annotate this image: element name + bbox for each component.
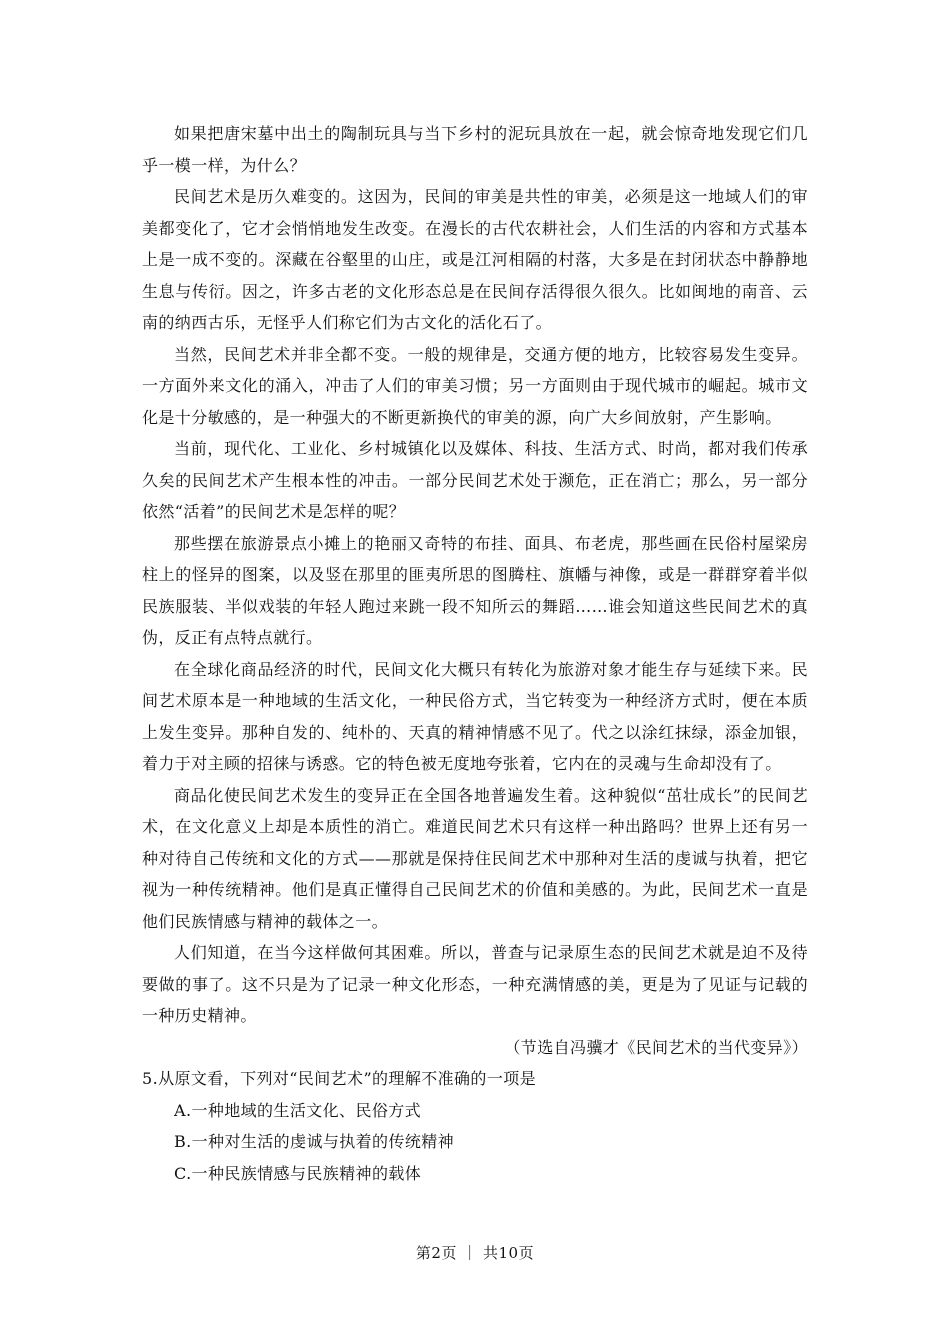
paragraph-7: 商品化使民间艺术发生的变异正在全国各地普遍发生着。这种貌似“茁壮成长”的民间艺术，在文化意义上却是本质性的消亡。难道民间艺术只有这样一种出路吗？世界上还有另一种对待自己传统和文化的方式——那就是保持住民间艺术中那种对生活的虔诚与执着，把它视为一种传统精神。他们是真正懂得自己民间艺术的价值和美感的。为此，民间艺术一直是他们民族情感与精神的载体之一。 [142,785,808,931]
paragraph-8: 人们知道，在当今这样做何其困难。所以，普查与记录原生态的民间艺术就是迫不及待要做的事了。这不只是为了记录一种文化形态，一种充满情感的美，更是为了见证与记载的一种历史精神。 [142,943,808,1025]
option-c: C.一种民族情感与民族精神的载体 [174,1163,422,1183]
page-number-footer: 第2页 ｜ 共10页 [415,1244,535,1262]
paragraph-5: 那些摆在旅游景点小摊上的艳丽又奇特的布挂、面具、布老虎，那些画在民俗村屋梁房柱上的怪异的图案，以及竖在那里的匪夷所思的图腾柱、旗幡与神像，或是一群群穿着半似民族服装、半似戏装的年轻人跑过来跳一段不知所云的舞蹈……谁会知道这些民间艺术的真伪，反正有点特点就行。 [142,533,808,647]
paragraph-1: 如果把唐宋墓中出土的陶制玩具与当下乡村的泥玩具放在一起，就会惊奇地发现它们几乎一模一样，为什么？ [142,124,808,175]
question-stem: 5.从原文看，下列对“民间艺术”的理解不准确的一项是 [142,1069,537,1088]
paragraph-4: 当前，现代化、工业化、乡村城镇化以及媒体、科技、生活方式、时尚，都对我们传承久矣的民间艺术产生根本性的冲击。一部分民间艺术处于濒危，正在消亡；那么，另一部分依然“活着”的民间艺术是怎样的呢？ [142,439,808,521]
option-b: B.一种对生活的虔诚与执着的传统精神 [174,1132,455,1151]
paragraph-2: 民间艺术是历久难变的。这因为，民间的审美是共性的审美，必须是这一地域人们的审美都变化了，它才会悄悄地发生改变。在漫长的古代农耕社会，人们生活的内容和方式基本上是一成不变的。深藏在谷壑里的山庄，或是江河相隔的村落，大多是在封闭状态中静静地生息与传衍。因之，许多古老的文化形态总是在民间存活得很久很久。比如闽地的南音、云南的纳西古乐，无怪乎人们称它们为古文化的活化石了。 [142,187,808,332]
option-a: A.一种地域的生活文化、民俗方式 [174,1100,422,1120]
paragraph-6: 在全球化商品经济的时代，民间文化大概只有转化为旅游对象才能生存与延续下来。民间艺术原本是一种地域的生活文化，一种民俗方式，当它转变为一种经济方式时，便在本质上发生变异。那种自发的、纯朴的、天真的精神情感不见了。代之以涂红抹绿，添金加银，着力于对主顾的招徕与诱惑。它的特色被无度地夸张着，它内在的灵魂与生命却没有了。 [142,659,808,773]
page-content [142,118,808,1189]
paragraph-3: 当然，民间艺术并非全都不变。一般的规律是，交通方便的地方，比较容易发生变异。一方面外来文化的涌入，冲击了人们的审美习惯；另一方面则由于现代城市的崛起。城市文化是十分敏感的，是一种强大的不断更新换代的审美的源，向广大乡间放射，产生影响。 [142,344,808,427]
article-source: （节选自冯骥才《民间艺术的当代变异》） [504,1037,808,1057]
